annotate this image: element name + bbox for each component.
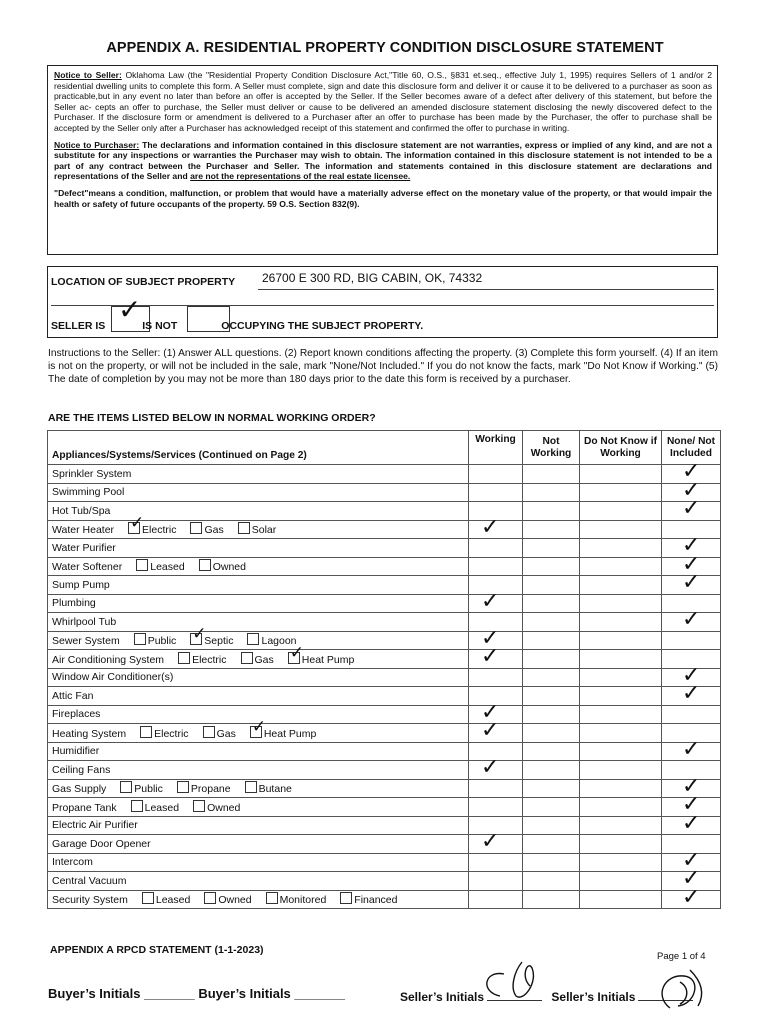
option-checkbox[interactable] (340, 892, 352, 904)
check-mark-icon: ✓ (682, 810, 701, 836)
option-checkbox[interactable] (136, 559, 148, 571)
item-cell (48, 853, 469, 872)
item-cell (48, 779, 469, 798)
check-mark-icon: ✓ (682, 459, 701, 484)
option-label: Electric (142, 524, 177, 537)
cell-do-not-know[interactable] (580, 687, 662, 706)
table-row (48, 576, 721, 595)
table-row (48, 890, 721, 909)
cell-not-working[interactable] (523, 557, 580, 576)
option-checkbox[interactable] (178, 652, 190, 664)
check-mark-icon: ✓ (682, 662, 701, 688)
buyer-initials[interactable]: Buyer’s Initials _______ Buyer’s Initials _______ (48, 986, 346, 1001)
item-cell (48, 872, 469, 891)
cell-working[interactable] (469, 483, 523, 502)
check-mark-icon: ✓ (682, 736, 701, 762)
check-mark-icon: ✓ (682, 681, 701, 706)
seller-initials-label-2: Seller’s Initials (551, 990, 636, 1004)
notice-box (47, 65, 718, 255)
instructions: Instructions to the Seller: (1) Answer ALL questions. (2) Report known conditions affecting the property. (3) Complete this form yourself. (4) If an item is not on the property, or will not be included in the sale, mark "None/Not Included." If you do not know the facts, mark "Do Not Know if Working." (5) The date of completion by you may not be more than 180 days prior to the date this form is received by a purchaser. (48, 348, 718, 386)
option-checkbox[interactable] (250, 716, 267, 738)
item-option[interactable] (131, 802, 179, 814)
item-label: Garage Door Opener (52, 837, 151, 850)
cell-do-not-know[interactable] (580, 668, 662, 687)
item-option[interactable] (241, 654, 274, 666)
item-label: Hot Tub/Spa (52, 504, 111, 517)
location-value[interactable]: 26700 E 300 RD, BIG CABIN, OK, 74332 (262, 271, 483, 285)
table-row (48, 668, 721, 687)
seller-signature-1 (470, 956, 560, 1006)
cell-do-not-know[interactable] (580, 520, 662, 539)
cell-do-not-know[interactable] (580, 594, 662, 613)
cell-do-not-know[interactable] (580, 557, 662, 576)
item-cell (48, 624, 469, 650)
option-label: Propane (190, 783, 231, 796)
item-option[interactable] (238, 524, 277, 536)
check-mark-icon: ✓ (251, 716, 267, 737)
cell-working[interactable] (469, 588, 523, 614)
cell-none[interactable] (662, 631, 721, 650)
item-cell (48, 716, 469, 743)
item-label: Water Softener (52, 561, 123, 574)
option-checkbox[interactable] (247, 633, 259, 645)
option-label: Owned (207, 801, 241, 814)
cell-not-working[interactable] (523, 724, 580, 743)
option-checkbox[interactable] (140, 726, 152, 738)
cell-working[interactable] (469, 557, 523, 576)
item-cell (48, 798, 469, 817)
item-label: Security System (52, 894, 128, 907)
option-checkbox[interactable] (241, 652, 253, 664)
option-label: Gas (254, 653, 274, 666)
check-mark-icon: ✓ (682, 884, 701, 910)
option-checkbox[interactable] (193, 800, 205, 812)
cell-working[interactable] (469, 779, 523, 798)
table-row (48, 687, 721, 706)
option-label: Financed (354, 894, 398, 907)
item-option[interactable] (190, 624, 234, 648)
cell-not-working[interactable] (523, 853, 580, 872)
cell-none[interactable] (662, 607, 721, 632)
cell-not-working[interactable] (523, 650, 580, 669)
option-checkbox[interactable] (238, 522, 250, 534)
item-label: Water Heater (52, 524, 115, 537)
occupancy-row (51, 320, 423, 332)
cell-none[interactable] (662, 884, 721, 910)
option-checkbox[interactable] (142, 892, 154, 904)
check-mark-icon: ✓ (682, 792, 701, 817)
item-cell (48, 642, 469, 669)
check-mark-icon: ✓ (481, 514, 500, 540)
option-checkbox[interactable] (288, 642, 305, 664)
option-checkbox[interactable] (266, 892, 278, 904)
option-checkbox[interactable] (128, 513, 145, 534)
cell-not-working[interactable] (523, 539, 580, 558)
table-row (48, 465, 721, 484)
cell-not-working[interactable] (523, 483, 580, 502)
check-mark-icon: ✓ (481, 755, 500, 780)
option-label: Electric (154, 727, 189, 740)
cell-not-working[interactable] (523, 798, 580, 817)
table-row (48, 631, 721, 650)
cell-none[interactable] (662, 705, 721, 724)
cell-do-not-know[interactable] (580, 539, 662, 558)
option-label: Electric (192, 653, 227, 666)
item-cell (48, 465, 469, 484)
cell-do-not-know[interactable] (580, 798, 662, 817)
cell-working[interactable] (469, 465, 523, 484)
notice-purchaser-label: Notice to Purchaser: (54, 139, 140, 150)
notice-purchaser-text: The declarations and information contained in this disclosure statement are not warranties, express or implied of any kind, and are not a substitute for any inspections or warranties the Purchaser may wish to obtain. The information contained in this disclosure statement is not intended to be a part of any contract between the Purchaser and Seller. The information and statements contained in this disclosure statement are declarations and representations of the Seller and (54, 139, 712, 182)
item-option[interactable] (250, 716, 317, 740)
table-row (48, 539, 721, 558)
cell-not-working[interactable] (523, 520, 580, 539)
cell-working[interactable] (469, 798, 523, 817)
cell-do-not-know[interactable] (580, 835, 662, 854)
check-mark-icon: ✓ (481, 588, 500, 614)
item-cell (48, 557, 469, 576)
cell-not-working[interactable] (523, 594, 580, 613)
item-option[interactable] (203, 728, 236, 740)
item-label: Swimming Pool (52, 486, 125, 499)
cell-do-not-know[interactable] (580, 465, 662, 484)
cell-working[interactable] (469, 853, 523, 872)
table-row (48, 557, 721, 576)
seller-initials-label-1: Seller’s Initials (400, 990, 485, 1004)
item-label: Sprinkler System (52, 467, 132, 480)
check-mark-icon: ✓ (481, 699, 500, 725)
option-checkbox[interactable] (204, 892, 216, 904)
item-label: Gas Supply (52, 783, 107, 796)
table-row (48, 779, 721, 798)
item-option[interactable] (177, 783, 231, 795)
cell-not-working[interactable] (523, 668, 580, 687)
cell-not-working[interactable] (523, 742, 580, 761)
cell-do-not-know[interactable] (580, 816, 662, 835)
check-mark-icon: ✓ (682, 773, 701, 799)
option-label: Lagoon (261, 635, 297, 648)
cell-do-not-know[interactable] (580, 761, 662, 780)
table-row (48, 594, 721, 613)
cell-working[interactable] (469, 890, 523, 909)
item-cell (48, 742, 469, 761)
cell-not-working[interactable] (523, 890, 580, 909)
item-cell (48, 594, 469, 613)
cell-working[interactable] (469, 514, 523, 540)
seller-signature-2 (650, 966, 710, 1018)
option-checkbox[interactable] (120, 781, 132, 793)
item-label: Window Air Conditioner(s) (52, 671, 174, 684)
option-checkbox[interactable] (134, 633, 146, 645)
option-label: Leased (150, 561, 185, 574)
item-cell (48, 513, 469, 539)
cell-do-not-know[interactable] (580, 650, 662, 669)
item-option[interactable] (288, 642, 355, 666)
cell-do-not-know[interactable] (580, 502, 662, 521)
statement-footer: APPENDIX A RPCD STATEMENT (1-1-2023) (50, 944, 264, 956)
header-do-not-know: Do Not Know if Working (580, 431, 662, 465)
item-option[interactable] (266, 894, 327, 906)
cell-none[interactable] (662, 496, 721, 521)
cell-working[interactable] (469, 539, 523, 558)
location-underline (258, 289, 714, 290)
cell-not-working[interactable] (523, 465, 580, 484)
item-cell (48, 816, 469, 835)
cell-not-working[interactable] (523, 613, 580, 632)
item-label: Air Conditioning System (52, 653, 165, 666)
item-label: Humidifier (52, 745, 100, 758)
cell-not-working[interactable] (523, 631, 580, 650)
option-label: Gas (216, 727, 236, 740)
item-label: Propane Tank (52, 801, 117, 814)
option-label: Gas (204, 524, 224, 537)
item-cell (48, 890, 469, 909)
table-row (48, 742, 721, 761)
page-number: Page 1 of 4 (657, 951, 706, 962)
occupancy-suffix: OCCUPYING THE SUBJECT PROPERTY. (221, 320, 424, 332)
notice-seller-label: Notice to Seller: (54, 70, 122, 80)
check-mark-icon: ✓ (481, 644, 500, 669)
item-cell (48, 668, 469, 687)
option-label: Leased (155, 894, 191, 907)
cell-not-working[interactable] (523, 872, 580, 891)
item-cell (48, 687, 469, 706)
option-label: Heat Pump (263, 727, 317, 740)
is-not-label: IS NOT (142, 320, 178, 332)
check-mark-icon: ✓ (682, 570, 701, 595)
cell-do-not-know[interactable] (580, 742, 662, 761)
cell-not-working[interactable] (523, 835, 580, 854)
item-label: Whirlpool Tub (52, 615, 117, 628)
cell-none[interactable] (662, 810, 721, 836)
cell-not-working[interactable] (523, 816, 580, 835)
item-option[interactable] (204, 894, 251, 906)
cell-not-working[interactable] (523, 779, 580, 798)
table-row (48, 853, 721, 872)
option-label: Monitored (279, 894, 327, 907)
item-option[interactable] (140, 728, 188, 740)
option-label: Butane (258, 783, 292, 796)
item-option[interactable] (193, 802, 240, 814)
item-option[interactable] (128, 513, 177, 537)
table-row (48, 798, 721, 817)
table-row (48, 705, 721, 724)
table-row (48, 724, 721, 743)
item-label: Intercom (52, 856, 93, 869)
item-label: Heating System (52, 727, 127, 740)
cell-working[interactable] (469, 668, 523, 687)
item-cell (48, 539, 469, 558)
check-mark-icon: ✓ (682, 607, 701, 632)
header-working: Working (469, 431, 523, 465)
option-label: Heat Pump (301, 653, 355, 666)
option-checkbox[interactable] (131, 800, 143, 812)
table-row (48, 502, 721, 521)
cell-working[interactable] (469, 755, 523, 780)
cell-do-not-know[interactable] (580, 631, 662, 650)
check-mark-icon: ✓ (682, 533, 701, 558)
item-option[interactable] (340, 894, 397, 906)
item-option[interactable] (199, 561, 246, 573)
item-label: Fireplaces (52, 708, 101, 721)
item-option[interactable] (245, 783, 292, 795)
cell-do-not-know[interactable] (580, 890, 662, 909)
table-row (48, 816, 721, 835)
check-mark-icon: ✓ (682, 477, 701, 503)
cell-not-working[interactable] (523, 576, 580, 595)
location-label: LOCATION OF SUBJECT PROPERTY (51, 276, 236, 288)
option-label: Septic (204, 635, 234, 648)
document-title: APPENDIX A. RESIDENTIAL PROPERTY CONDITION DISCLOSURE STATEMENT (106, 40, 664, 56)
check-mark-icon: ✓ (289, 642, 305, 663)
cell-do-not-know[interactable] (580, 613, 662, 632)
header-category: Appliances/Systems/Services (Continued on Page 2) (48, 431, 469, 465)
check-mark-icon: ✓ (118, 293, 142, 326)
item-label: Central Vacuum (52, 874, 127, 887)
option-label: Solar (251, 524, 277, 537)
table-row (48, 483, 721, 502)
item-cell (48, 502, 469, 521)
check-mark-icon: ✓ (130, 513, 145, 534)
location-underline-2 (51, 305, 714, 306)
option-checkbox[interactable] (245, 781, 257, 793)
table-row (48, 835, 721, 854)
table-row (48, 761, 721, 780)
cell-working[interactable] (469, 872, 523, 891)
table-row (48, 613, 721, 632)
item-label: Electric Air Purifier (52, 819, 138, 832)
working-order-question: ARE THE ITEMS LISTED BELOW IN NORMAL WORKING ORDER? (48, 412, 376, 424)
cell-do-not-know[interactable] (580, 705, 662, 724)
option-label: Owned (218, 894, 252, 907)
check-mark-icon: ✓ (481, 718, 500, 743)
cell-working[interactable] (469, 644, 523, 669)
cell-not-working[interactable] (523, 761, 580, 780)
item-label: Plumbing (52, 597, 96, 610)
option-checkbox[interactable] (199, 559, 211, 571)
check-mark-icon: ✓ (481, 625, 500, 651)
option-checkbox[interactable] (190, 522, 202, 534)
item-option[interactable] (190, 524, 223, 536)
item-cell (48, 835, 469, 854)
item-cell (48, 613, 469, 632)
check-mark-icon: ✓ (682, 496, 701, 521)
item-option[interactable] (178, 654, 226, 666)
check-mark-icon: ✓ (682, 866, 701, 891)
cell-not-working[interactable] (523, 687, 580, 706)
option-checkbox[interactable] (177, 781, 189, 793)
cell-do-not-know[interactable] (580, 576, 662, 595)
cell-working[interactable] (469, 718, 523, 743)
option-checkbox[interactable] (203, 726, 215, 738)
item-label: Water Purifier (52, 541, 116, 554)
cell-none[interactable] (662, 570, 721, 595)
item-label: Sewer System (52, 635, 120, 648)
items-table (47, 430, 721, 909)
seller-is-label: SELLER IS (51, 320, 106, 332)
cell-not-working[interactable] (523, 502, 580, 521)
cell-do-not-know[interactable] (580, 872, 662, 891)
option-label: Owned (212, 561, 246, 574)
cell-none[interactable] (662, 681, 721, 706)
cell-not-working[interactable] (523, 705, 580, 724)
item-option[interactable] (142, 894, 190, 906)
option-label: Public (134, 783, 163, 796)
notice-purchaser-tail: are not the representations of the real estate licensee. (190, 171, 411, 182)
cell-do-not-know[interactable] (580, 724, 662, 743)
check-mark-icon: ✓ (481, 829, 500, 854)
item-cell (48, 576, 469, 595)
notice-to-purchaser (54, 140, 712, 182)
cell-do-not-know[interactable] (580, 779, 662, 798)
cell-do-not-know[interactable] (580, 853, 662, 872)
notice-seller-text: Oklahoma Law (the "Residential Property Condition Disclosure Act,"Title 60, O.S., §831 et.seq., effective July 1, 1995) requires Sellers of 1 and/or 2 residential dwelling units to complete this form. A Seller must complete, sign and date this disclosure form and deliver it or cause it to be delivered to a purchaser as soon as practicable,but in any event no later than before an offer is accepted by the Seller. If the Seller becomes aware of a defect after delivery of this statement, but before the Seller ac- cepts an offer to purchase, the Seller must deliver or cause to be delivered an amended disclosure statement disclosing the newly discovered defect to the Purchaser. If the disclosure form or amendment is delivered to a Purchaser after an offer to purchase has been made by the Purchaser, the offer to purchase shall be accepted by the Seller only after a Purchaser has acknowledged receipt of this statement and confirmed the offer to purchase in writing. (54, 70, 712, 133)
item-option[interactable] (120, 783, 163, 795)
item-label: Attic Fan (52, 689, 94, 702)
item-cell (48, 761, 469, 780)
item-label: Sump Pump (52, 578, 110, 591)
check-mark-icon: ✓ (682, 551, 701, 577)
cell-working[interactable] (469, 829, 523, 854)
table-row (48, 650, 721, 669)
option-label: Public (147, 635, 177, 648)
check-mark-icon: ✓ (192, 624, 207, 645)
defect-definition: "Defect"means a condition, malfunction, or problem that would have a materially adverse effect on the monetary value of the property, or that would impair the health or safety of future occupants of the property. 59 O.S. Section 832(9). (54, 187, 712, 209)
header-none-not-included: None/ Not Included (662, 431, 721, 465)
item-option[interactable] (134, 635, 177, 647)
check-mark-icon: ✓ (682, 847, 701, 873)
notice-to-seller (54, 70, 712, 134)
table-row (48, 520, 721, 539)
table-row (48, 872, 721, 891)
header-not-working: Not Working (523, 431, 580, 465)
option-label: Leased (144, 801, 180, 814)
item-label: Ceiling Fans (52, 763, 111, 776)
cell-none[interactable] (662, 736, 721, 762)
item-cell (48, 483, 469, 502)
cell-do-not-know[interactable] (580, 483, 662, 502)
item-option[interactable] (136, 561, 184, 573)
option-checkbox[interactable] (190, 624, 207, 645)
